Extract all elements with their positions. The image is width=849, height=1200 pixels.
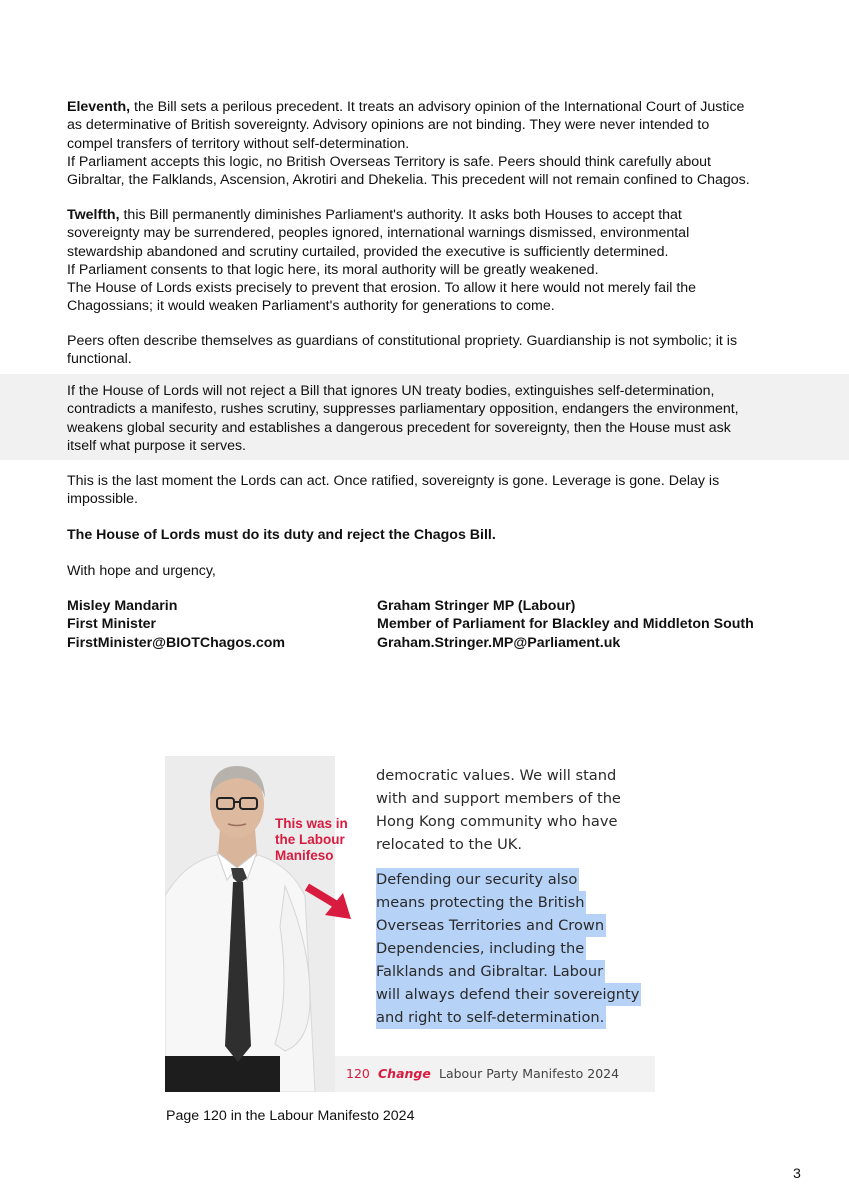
arrow-right-down-icon xyxy=(303,881,359,925)
callout-line-2: the Labour xyxy=(275,832,345,847)
twelfth-line-6: Chagossians; it would weaken Parliament's authority for generations to come. xyxy=(67,298,555,315)
peers-line-1: Peers often describe themselves as guardians of constitutional propriety. Guardianship is not symbolic; it is xyxy=(67,333,738,349)
closing-salutation: With hope and urgency, xyxy=(67,563,216,579)
manifesto-excerpt-image xyxy=(165,756,655,1092)
peers-line-2: functional. xyxy=(67,351,132,368)
signatory-1-email: FirstMinister@BIOTChagos.com xyxy=(67,634,286,651)
eleventh-line-5: Gibraltar, the Falklands, Ascension, Akrotiri and Dhekelia. This precedent will not remain confined to Chagos. xyxy=(67,172,750,189)
eleventh-line-4: If Parliament accepts this logic, no British Overseas Territory is safe. Peers should think carefully about xyxy=(67,153,711,170)
signatory-2-name: Graham Stringer MP (Labour) xyxy=(377,598,576,614)
paragraph-peers xyxy=(67,332,797,369)
paragraph-twelfth xyxy=(67,206,797,316)
paragraph-lords xyxy=(67,382,797,455)
highlight-line-7: and right to self-determination. xyxy=(376,1006,606,1029)
manifesto-line-1: democratic values. We will stand xyxy=(376,767,617,784)
conclusion: The House of Lords must do its duty and reject the Chagos Bill. xyxy=(67,527,496,543)
eleventh-line-2: as determinative of British sovereignty. Advisory opinions are not binding. They were never intended to xyxy=(67,117,710,134)
last-line-1: This is the last moment the Lords can act. Once ratified, sovereignty is gone. Leverage is gone. Delay is xyxy=(67,473,720,489)
highlight-line-5: Falklands and Gibraltar. Labour xyxy=(376,960,605,983)
highlight-line-1: Defending our security also xyxy=(376,868,579,891)
last-line-2: impossible. xyxy=(67,491,138,508)
signatory-1-title: First Minister xyxy=(67,616,157,633)
lords-line-4: itself what purpose it serves. xyxy=(67,437,246,454)
manifesto-line-2: with and support members of the xyxy=(376,790,621,807)
manifesto-page-number: 120 xyxy=(346,1066,370,1081)
highlight-line-6: will always defend their sovereignty xyxy=(376,983,641,1006)
lords-line-2: contradicts a manifesto, rushes scrutiny, suppresses parliamentary opposition, endangers the environment, xyxy=(67,401,739,418)
twelfth-line-4: If Parliament consents to that logic here, its moral authority will be greatly weakened. xyxy=(67,261,599,278)
signatory-2-email: Graham.Stringer.MP@Parliament.uk xyxy=(377,634,621,651)
manifesto-footer xyxy=(335,1056,655,1092)
manifesto-change-logo: Change xyxy=(378,1066,431,1081)
signatory-2-title: Member of Parliament for Blackley and Middleton South xyxy=(377,616,754,633)
eleventh-line-3: compel transfers of territory without self-determination. xyxy=(67,135,410,152)
image-caption: Page 120 in the Labour Manifesto 2024 xyxy=(166,1108,415,1124)
highlight-line-3: Overseas Territories and Crown xyxy=(376,914,606,937)
twelfth-line-1: this Bill permanently diminishes Parliament's authority. It asks both Houses to accept that xyxy=(119,207,682,223)
eleventh-lead: Eleventh, xyxy=(67,99,131,115)
page-number: 3 xyxy=(793,1166,801,1182)
paragraph-eleventh xyxy=(67,98,797,189)
signatory-right xyxy=(377,597,754,652)
manifesto-body-text xyxy=(376,764,655,1029)
lords-line-3: weakens global security and establishes a dangerous precedent for sovereignty, then the House must ask xyxy=(67,419,731,436)
twelfth-line-3: stewardship abandoned and scrutiny curtailed, provided the executive is sufficiently determined. xyxy=(67,243,669,260)
signatory-1-name: Misley Mandarin xyxy=(67,598,178,614)
twelfth-line-5: The House of Lords exists precisely to prevent that erosion. To allow it here would not merely fail the xyxy=(67,280,697,297)
highlight-line-4: Dependencies, including the xyxy=(376,937,586,960)
manifesto-callout xyxy=(275,816,370,864)
highlight-line-2: means protecting the British xyxy=(376,891,586,914)
callout-line-1: This was in xyxy=(275,816,348,831)
manifesto-highlighted-passage xyxy=(376,868,655,1029)
signatory-left xyxy=(67,597,285,652)
eleventh-line-1: the Bill sets a perilous precedent. It treats an advisory opinion of the International Court of Justice xyxy=(130,99,745,115)
callout-line-3: Manifeso xyxy=(275,848,334,863)
twelfth-line-2: sovereignty may be surrendered, peoples ignored, international warnings dismissed, environmental xyxy=(67,225,690,242)
twelfth-lead: Twelfth, xyxy=(67,207,120,223)
manifesto-line-3: Hong Kong community who have xyxy=(376,813,618,830)
lords-line-1: If the House of Lords will not reject a Bill that ignores UN treaty bodies, extinguishes self-determination, xyxy=(67,383,715,399)
paragraph-last-moment xyxy=(67,472,797,509)
manifesto-footer-title: Labour Party Manifesto 2024 xyxy=(439,1066,620,1081)
manifesto-line-4: relocated to the UK. xyxy=(376,836,522,853)
